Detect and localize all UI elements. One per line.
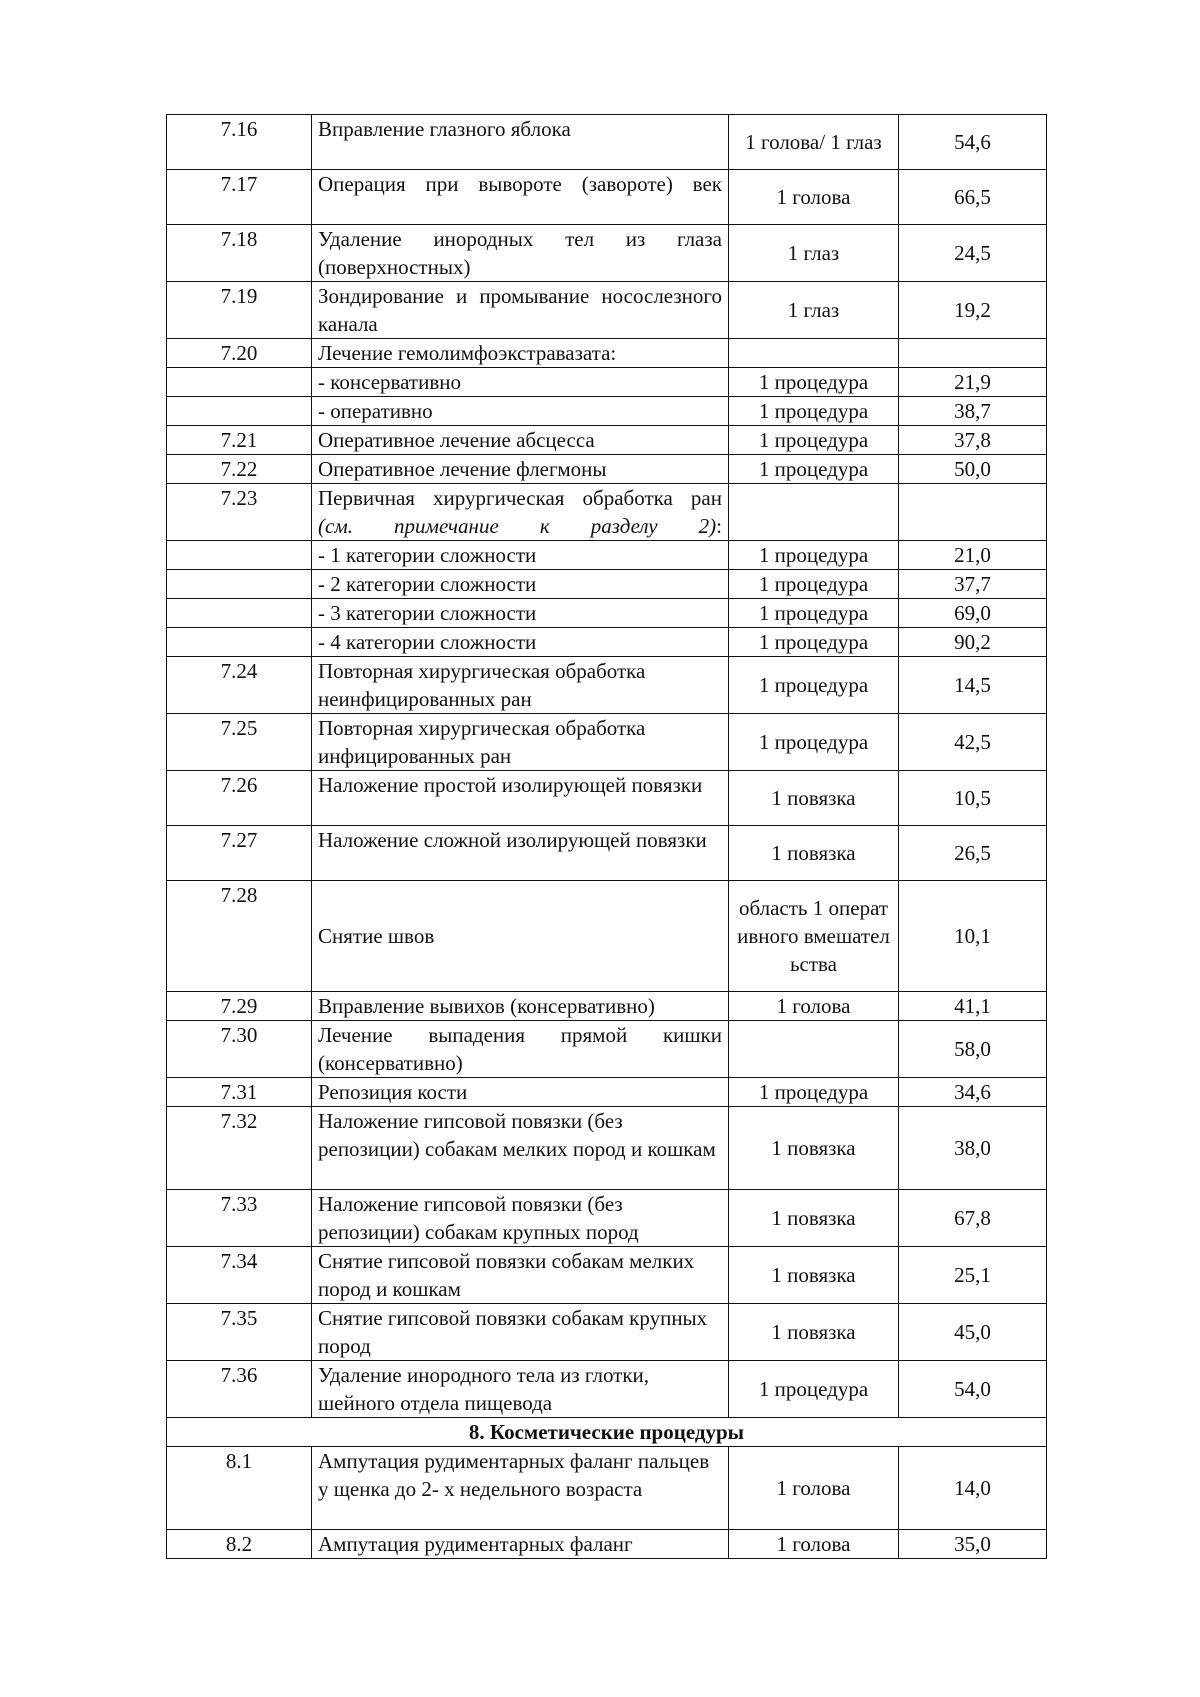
table-row	[167, 339, 1047, 368]
row-number: 7.20	[167, 339, 312, 368]
row-unit	[729, 1021, 899, 1078]
row-number	[167, 628, 312, 657]
table-row	[167, 881, 1047, 992]
row-unit: 1 процедура	[729, 426, 899, 455]
row-unit: 1 повязка	[729, 1190, 899, 1247]
row-price: 67,8	[899, 1190, 1047, 1247]
row-description: Наложение сложной изолирующей повязки	[312, 826, 729, 881]
row-unit: 1 повязка	[729, 1304, 899, 1361]
price-table	[166, 114, 1047, 1559]
table-row	[167, 1247, 1047, 1304]
row-number: 7.27	[167, 826, 312, 881]
row-unit	[729, 339, 899, 368]
row-number: 7.23	[167, 484, 312, 541]
row-description: Наложение простой изолирующей повязки	[312, 771, 729, 826]
table-row	[167, 484, 1047, 541]
row-number: 7.17	[167, 170, 312, 225]
row-unit: 1 голова	[729, 170, 899, 225]
row-number	[167, 599, 312, 628]
row-unit: 1 процедура	[729, 1361, 899, 1418]
row-price: 41,1	[899, 992, 1047, 1021]
row-unit: 1 повязка	[729, 771, 899, 826]
table-row	[167, 1530, 1047, 1559]
row-unit: 1 процедура	[729, 599, 899, 628]
row-price: 35,0	[899, 1530, 1047, 1559]
row-unit: 1 процедура	[729, 368, 899, 397]
row-description: Вправление глазного яблока	[312, 115, 729, 170]
row-number: 7.32	[167, 1107, 312, 1190]
row-number: 7.26	[167, 771, 312, 826]
row-unit	[729, 484, 899, 541]
row-price: 19,2	[899, 282, 1047, 339]
row-unit: 1 голова	[729, 1447, 899, 1530]
table-row	[167, 1107, 1047, 1190]
row-description: Повторная хирургическая обработка неинфицированных ран	[312, 657, 729, 714]
row-price: 42,5	[899, 714, 1047, 771]
row-number: 8.1	[167, 1447, 312, 1530]
row-number	[167, 368, 312, 397]
table-row	[167, 657, 1047, 714]
row-price: 14,5	[899, 657, 1047, 714]
table-row	[167, 397, 1047, 426]
row-description: Повторная хирургическая обработка инфицированных ран	[312, 714, 729, 771]
row-description: Снятие гипсовой повязки собакам крупных пород	[312, 1304, 729, 1361]
row-unit: 1 повязка	[729, 826, 899, 881]
row-unit: 1 голова	[729, 992, 899, 1021]
table-row	[167, 1447, 1047, 1530]
row-description: Лечение гемолимфоэкстравазата:	[312, 339, 729, 368]
row-description: Операция при вывороте (завороте) век	[312, 170, 729, 225]
row-number: 7.24	[167, 657, 312, 714]
row-number: 7.29	[167, 992, 312, 1021]
row-price: 90,2	[899, 628, 1047, 657]
row-number: 7.34	[167, 1247, 312, 1304]
row-number	[167, 570, 312, 599]
row-description: Зондирование и промывание носослезного канала	[312, 282, 729, 339]
row-number: 7.25	[167, 714, 312, 771]
row-unit: 1 процедура	[729, 455, 899, 484]
row-number: 7.18	[167, 225, 312, 282]
row-price: 26,5	[899, 826, 1047, 881]
table-row	[167, 115, 1047, 170]
table-row	[167, 455, 1047, 484]
row-unit: 1 голова	[729, 1530, 899, 1559]
row-number: 7.22	[167, 455, 312, 484]
table-row	[167, 826, 1047, 881]
row-description: Оперативное лечение флегмоны	[312, 455, 729, 484]
row-description: Вправление вывихов (консервативно)	[312, 992, 729, 1021]
row-number: 7.19	[167, 282, 312, 339]
row-description: Репозиция кости	[312, 1078, 729, 1107]
row-price: 38,0	[899, 1107, 1047, 1190]
row-description: Лечение выпадения прямой кишки (консервативно)	[312, 1021, 729, 1078]
row-price: 58,0	[899, 1021, 1047, 1078]
row-description-tail: :	[716, 514, 722, 538]
row-unit: 1 процедура	[729, 397, 899, 426]
row-description: Удаление инородных тел из глаза (поверхностных)	[312, 225, 729, 282]
table-row	[167, 1304, 1047, 1361]
row-unit: 1 процедура	[729, 541, 899, 570]
row-description: - 2 категории сложности	[312, 570, 729, 599]
row-price: 45,0	[899, 1304, 1047, 1361]
row-unit: 1 процедура	[729, 1078, 899, 1107]
row-description: - оперативно	[312, 397, 729, 426]
table-row	[167, 771, 1047, 826]
row-description: Наложение гипсовой повязки (без репозиции) собакам мелких пород и кошкам	[312, 1107, 729, 1190]
row-description: Снятие гипсовой повязки собакам мелких пород и кошкам	[312, 1247, 729, 1304]
row-number: 7.28	[167, 881, 312, 992]
row-number: 7.35	[167, 1304, 312, 1361]
table-row	[167, 225, 1047, 282]
row-unit: 1 глаз	[729, 225, 899, 282]
row-unit: 1 процедура	[729, 714, 899, 771]
row-number: 7.31	[167, 1078, 312, 1107]
row-description: Наложение гипсовой повязки (без репозиции) собакам крупных пород	[312, 1190, 729, 1247]
table-row	[167, 1190, 1047, 1247]
row-description: Ампутация рудиментарных фаланг	[312, 1530, 729, 1559]
row-description: - консервативно	[312, 368, 729, 397]
row-price: 25,1	[899, 1247, 1047, 1304]
row-description: Ампутация рудиментарных фаланг пальцев у щенка до 2- х недельного возраста	[312, 1447, 729, 1530]
row-price: 14,0	[899, 1447, 1047, 1530]
table-row	[167, 570, 1047, 599]
row-description-text: Первичная хирургическая обработка ран	[318, 486, 722, 510]
row-number: 7.21	[167, 426, 312, 455]
table-row	[167, 599, 1047, 628]
row-price: 54,0	[899, 1361, 1047, 1418]
row-price: 10,1	[899, 881, 1047, 992]
row-number: 7.33	[167, 1190, 312, 1247]
row-description-note: (см. примечание к разделу 2)	[318, 514, 717, 538]
row-unit: 1 повязка	[729, 1107, 899, 1190]
row-price	[899, 484, 1047, 541]
table-row	[167, 426, 1047, 455]
row-description	[312, 484, 729, 541]
row-description: - 1 категории сложности	[312, 541, 729, 570]
row-price: 34,6	[899, 1078, 1047, 1107]
row-number: 7.36	[167, 1361, 312, 1418]
row-description: Снятие швов	[312, 881, 729, 992]
row-number	[167, 397, 312, 426]
section-header-row	[167, 1418, 1047, 1447]
row-number	[167, 541, 312, 570]
row-description: Удаление инородного тела из глотки, шейного отдела пищевода	[312, 1361, 729, 1418]
table-row	[167, 282, 1047, 339]
row-price: 10,5	[899, 771, 1047, 826]
row-price: 37,8	[899, 426, 1047, 455]
row-price	[899, 339, 1047, 368]
row-number: 7.16	[167, 115, 312, 170]
row-price: 69,0	[899, 599, 1047, 628]
table-row	[167, 714, 1047, 771]
row-number: 7.30	[167, 1021, 312, 1078]
row-description: Оперативное лечение абсцесса	[312, 426, 729, 455]
row-unit: 1 процедура	[729, 628, 899, 657]
table-row	[167, 1361, 1047, 1418]
row-unit: область 1 оперативного вмешательства	[729, 881, 899, 992]
row-price: 66,5	[899, 170, 1047, 225]
row-unit: 1 голова/ 1 глаз	[729, 115, 899, 170]
table-row	[167, 992, 1047, 1021]
table-row	[167, 170, 1047, 225]
table-row	[167, 1078, 1047, 1107]
row-unit: 1 процедура	[729, 570, 899, 599]
section-title: 8. Косметические процедуры	[167, 1418, 1047, 1447]
row-number: 8.2	[167, 1530, 312, 1559]
row-unit: 1 повязка	[729, 1247, 899, 1304]
row-price: 37,7	[899, 570, 1047, 599]
row-price: 21,0	[899, 541, 1047, 570]
table-row	[167, 628, 1047, 657]
row-description: - 3 категории сложности	[312, 599, 729, 628]
table-row	[167, 368, 1047, 397]
row-unit: 1 процедура	[729, 657, 899, 714]
row-price: 21,9	[899, 368, 1047, 397]
row-unit: 1 глаз	[729, 282, 899, 339]
table-row	[167, 541, 1047, 570]
row-price: 38,7	[899, 397, 1047, 426]
table-row	[167, 1021, 1047, 1078]
row-description: - 4 категории сложности	[312, 628, 729, 657]
row-price: 54,6	[899, 115, 1047, 170]
row-price: 50,0	[899, 455, 1047, 484]
row-price: 24,5	[899, 225, 1047, 282]
